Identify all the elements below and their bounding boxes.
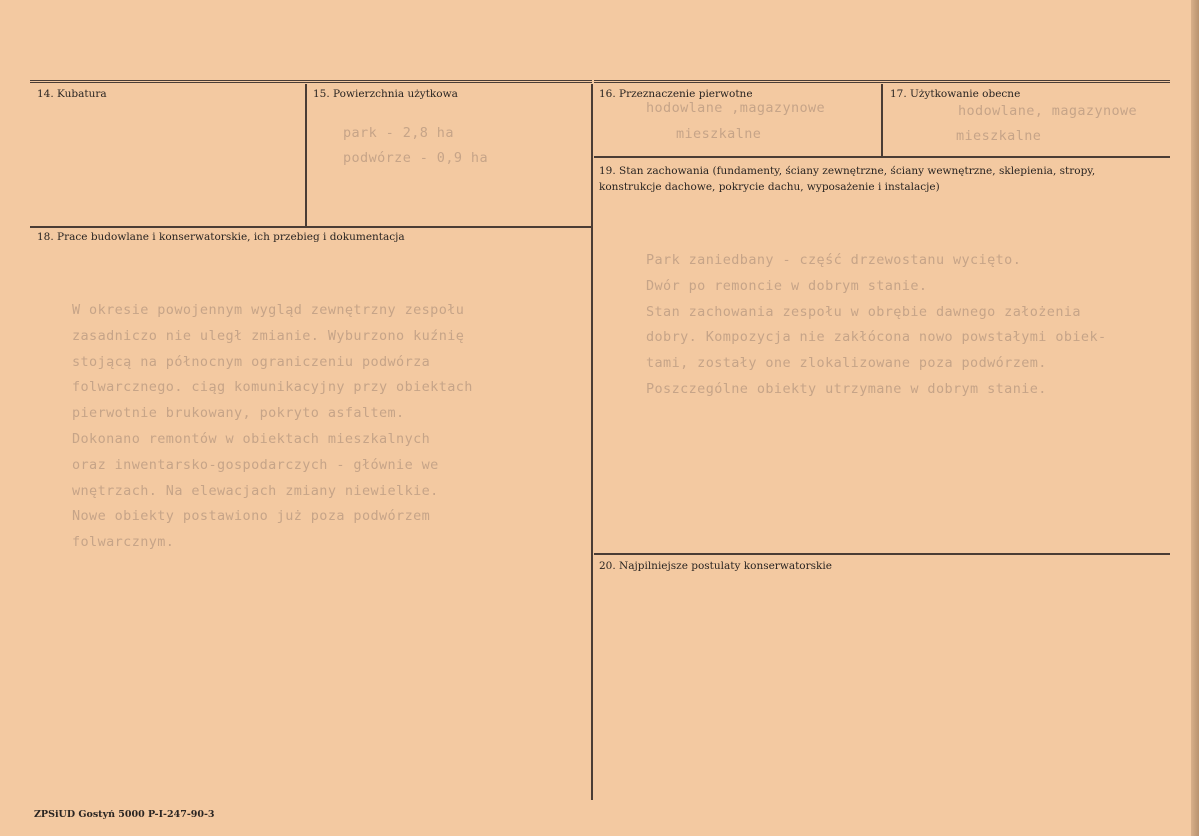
card-edge bbox=[1191, 0, 1199, 836]
field-18-text bbox=[72, 298, 473, 556]
field-18-line: W okresie powojennym wygląd zewnętrzny zespołu bbox=[72, 302, 465, 318]
field-15-line-1: park - 2,8 ha bbox=[343, 125, 454, 141]
field-19-line: Dwór po remoncie w dobrym stanie. bbox=[646, 277, 928, 294]
field-18-line: wnętrzach. Na elewacjach zmiany niewielkie. bbox=[72, 482, 439, 499]
field-17-label: 17. Użytkowanie obecne bbox=[890, 88, 1021, 100]
field-18-line: folwarcznym. bbox=[72, 534, 175, 551]
field-16-line-1: hodowlane ,magazynowe bbox=[646, 100, 826, 116]
rule-above-20 bbox=[594, 553, 1170, 555]
field-19-line: dobry. Kompozycja nie zakłócona nowo powstałymi obiek- bbox=[646, 329, 1107, 346]
field-18-line: stojącą na północnym ograniczeniu podwórza bbox=[72, 353, 431, 370]
field-16-line-2: mieszkalne bbox=[676, 126, 762, 142]
rule-above-18 bbox=[30, 226, 591, 228]
field-18-line: Nowe obiekty postawiono już poza podwórzem bbox=[72, 508, 431, 525]
rule-above-19 bbox=[594, 156, 1170, 158]
field-17-line-1: hodowlane, magazynowe bbox=[958, 103, 1138, 119]
print-footer: ZPSiUD Gostyń 5000 P-I-247-90-3 bbox=[34, 809, 215, 820]
field-19-line: Stan zachowania zespołu w obrębie dawnego założenia bbox=[646, 303, 1081, 320]
field-16-label: 16. Przeznaczenie pierwotne bbox=[599, 88, 753, 100]
field-18-line: zasadniczo nie uległ zmianie. Wyburzono kuźnię bbox=[72, 327, 465, 344]
field-18-line: pierwotnie brukowany, pokryto asfaltem. bbox=[72, 405, 405, 422]
field-18-line: folwarcznego. ciąg komunikacyjny przy obiektach bbox=[72, 379, 473, 396]
field-20-label: 20. Najpilniejsze postulaty konserwatorskie bbox=[599, 560, 832, 572]
field-17-line-2: mieszkalne bbox=[956, 128, 1042, 144]
top-rule-left bbox=[30, 80, 592, 85]
field-19-label: 19. Stan zachowania (fundamenty, ściany zewnętrzne, ściany wewnętrzne, sklepienia, stropy, konstrukcje dachowe, pokrycie dachu, wyposażenie i instalacje) bbox=[599, 165, 1096, 193]
divider-16-17 bbox=[881, 84, 883, 157]
field-15-label: 15. Powierzchnia użytkowa bbox=[313, 88, 458, 100]
field-18-label: 18. Prace budowlane i konserwatorskie, ich przebieg i dokumentacja bbox=[37, 231, 405, 243]
field-18-line: Dokonano remontów w obiektach mieszkalnych bbox=[72, 430, 431, 447]
field-19-line: tami, zostały one zlokalizowane poza podwórzem. bbox=[646, 355, 1047, 372]
divider-14-15 bbox=[305, 84, 307, 226]
field-19-line: Poszczególne obiekty utrzymane w dobrym stanie. bbox=[646, 380, 1047, 397]
field-18-line: oraz inwentarsko-gospodarczych - głównie we bbox=[72, 456, 439, 473]
field-14-label: 14. Kubatura bbox=[37, 88, 107, 100]
divider-center bbox=[591, 84, 593, 800]
field-19-text bbox=[646, 248, 1107, 403]
field-15-line-2: podwórze - 0,9 ha bbox=[343, 150, 488, 166]
field-19-line: Park zaniedbany - część drzewostanu wycięto. bbox=[646, 252, 1022, 268]
